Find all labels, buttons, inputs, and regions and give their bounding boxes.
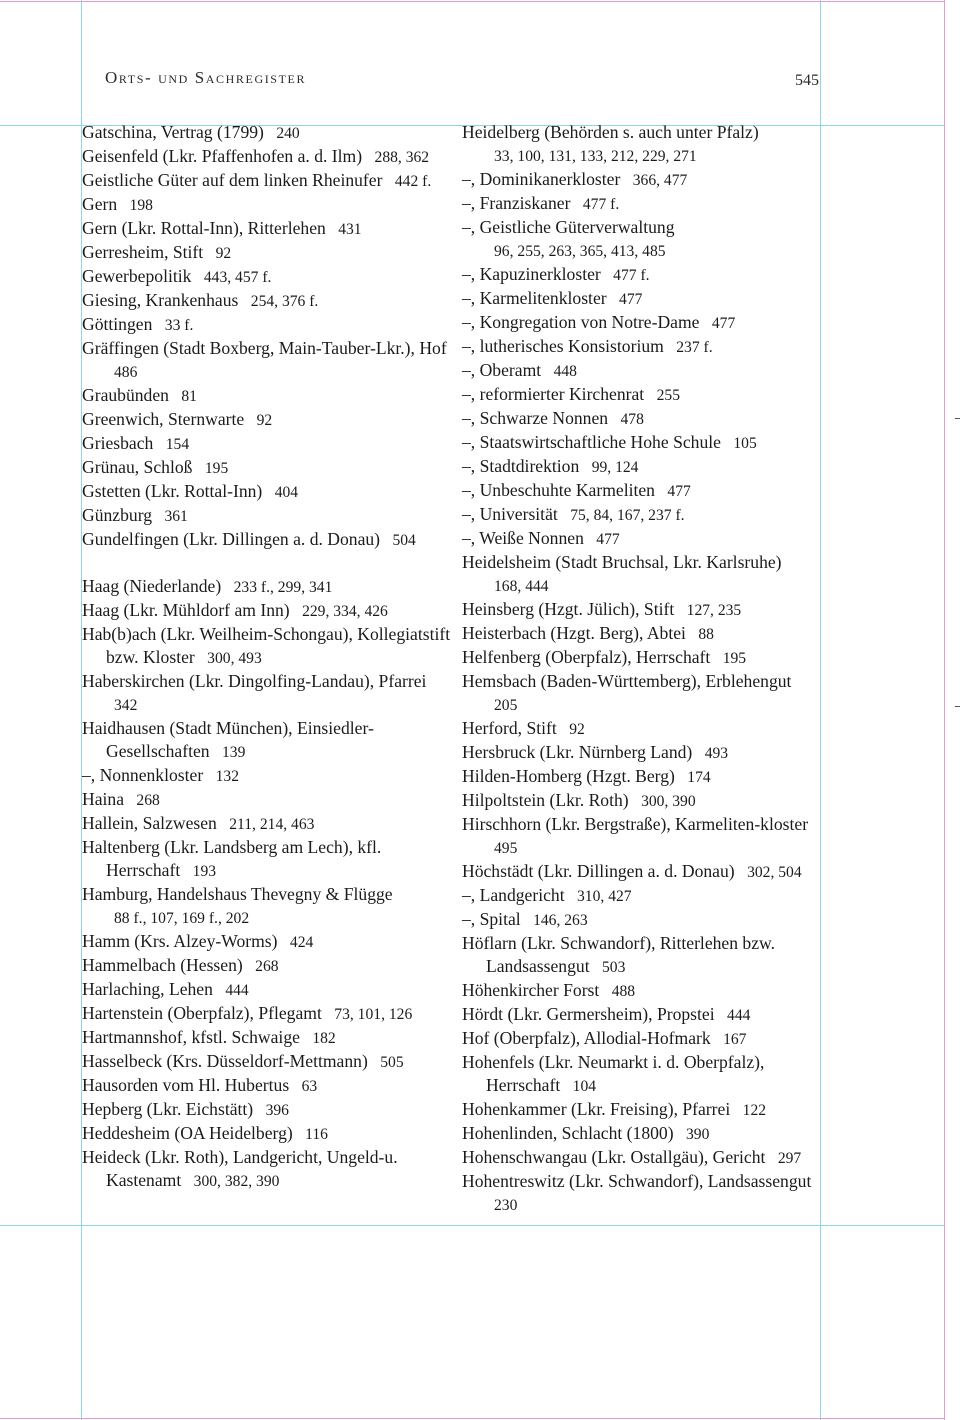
entry-pages: 478 xyxy=(620,411,644,428)
entry-term: Heisterbach (Hzgt. Berg), Abtei xyxy=(462,623,686,643)
index-entry xyxy=(82,456,454,480)
index-entry xyxy=(82,1026,454,1050)
entry-pages: 424 xyxy=(289,934,314,951)
index-entry xyxy=(462,979,824,1003)
guide-trim-edge xyxy=(944,0,945,1420)
entry-pages: 195 xyxy=(722,650,747,667)
index-entry xyxy=(82,289,454,313)
entry-pages: 154 xyxy=(165,436,190,453)
entry-term: Hohenschwangau (Lkr. Ostallgäu), Gericht xyxy=(462,1147,766,1167)
entry-term: Höchstädt (Lkr. Dillingen a. d. Donau) xyxy=(462,861,735,881)
entry-term: –, Franziskaner xyxy=(462,193,571,213)
entry-term: Hirschhorn (Lkr. Bergstraße), Karmeliten-kloster xyxy=(462,814,809,834)
entry-pages: 300, 493 xyxy=(207,650,262,667)
entry-pages: 495 xyxy=(494,840,518,857)
entry-pages: 431 xyxy=(338,221,362,238)
index-entry xyxy=(462,383,824,407)
entry-term: Hasselbeck (Krs. Düsseldorf-Mettmann) xyxy=(82,1051,368,1071)
entry-pages: 211, 214, 463 xyxy=(229,816,315,833)
entry-pages: 122 xyxy=(742,1102,767,1119)
entry-pages: 116 xyxy=(305,1126,328,1143)
entry-term: Grünau, Schloß xyxy=(82,457,193,477)
index-entry xyxy=(462,1003,824,1027)
index-entry xyxy=(82,313,454,337)
entry-term: Hof (Oberpfalz), Allodial-Hofmark xyxy=(462,1028,711,1048)
entry-pages: 167 xyxy=(723,1031,747,1048)
index-entry xyxy=(462,335,824,359)
entry-pages: 268 xyxy=(136,792,160,809)
entry-term: –, Nonnenkloster xyxy=(82,765,204,785)
entry-pages: 229, 334, 426 xyxy=(302,603,388,620)
index-entry xyxy=(462,908,824,932)
index-entry xyxy=(82,788,454,812)
index-entry xyxy=(82,384,454,408)
entry-term: Gundelfingen (Lkr. Dillingen a. d. Donau) xyxy=(82,529,381,549)
guide-page-top xyxy=(0,1,944,2)
entry-pages: 193 xyxy=(192,863,217,880)
index-entry xyxy=(82,812,454,836)
index-entry xyxy=(462,407,824,431)
entry-term: Haltenberg (Lkr. Landsberg am Lech), kfl. Herrschaft xyxy=(82,837,382,880)
entry-term: Gewerbepolitik xyxy=(82,266,192,286)
entry-pages: 33, 100, 131, 133, 212, 229, 271 xyxy=(494,148,697,165)
entry-term: –, lutherisches Konsistorium xyxy=(462,336,664,356)
entry-pages: 92 xyxy=(569,721,585,738)
entry-pages: 139 xyxy=(221,744,246,761)
entry-pages: 237 f. xyxy=(676,339,713,356)
entry-term: Geistliche Güter auf dem linken Rheinufer xyxy=(82,170,383,190)
entry-pages: 104 xyxy=(572,1078,597,1095)
index-entry xyxy=(82,575,454,599)
entry-term: Hamburg, Handelshaus Thevegny & Flügge xyxy=(82,884,393,904)
entry-pages: 88 f., 107, 169 f., 202 xyxy=(114,910,250,927)
index-entry xyxy=(462,311,824,335)
index-entry xyxy=(82,193,454,217)
entry-term: Gern (Lkr. Rottal-Inn), Ritterlehen xyxy=(82,218,326,238)
index-entry xyxy=(82,978,454,1002)
entry-term: Hersbruck (Lkr. Nürnberg Land) xyxy=(462,742,693,762)
index-entry xyxy=(82,954,454,978)
entry-term: Hallein, Salzwesen xyxy=(82,813,217,833)
entry-pages: 443, 457 f. xyxy=(203,269,272,286)
index-entry xyxy=(462,287,824,311)
entry-pages: 444 xyxy=(727,1007,751,1024)
index-entry xyxy=(82,599,454,623)
entry-term: Hohentreswitz (Lkr. Schwandorf), Landsassengut xyxy=(462,1171,812,1191)
index-entry xyxy=(82,670,454,717)
entry-pages: 302, 504 xyxy=(747,864,802,881)
index-entry xyxy=(462,359,824,383)
entry-pages: 198 xyxy=(129,197,153,214)
entry-term: Geisenfeld (Lkr. Pfaffenhofen a. d. Ilm) xyxy=(82,146,363,166)
index-entry xyxy=(82,764,454,788)
index-entry xyxy=(462,455,824,479)
entry-term: –, Spital xyxy=(462,909,521,929)
index-entry xyxy=(462,1122,824,1146)
index-entry xyxy=(462,503,824,527)
entry-pages: 195 xyxy=(204,460,229,477)
entry-term: Hördt (Lkr. Germersheim), Propstei xyxy=(462,1004,715,1024)
entry-pages: 105 xyxy=(733,435,757,452)
entry-term: Hohenfels (Lkr. Neumarkt i. d. Oberpfalz), Herrschaft xyxy=(462,1052,765,1095)
entry-term: Höhenkircher Forst xyxy=(462,980,600,1000)
index-entry xyxy=(82,337,454,384)
entry-term: Heidelsheim (Stadt Bruchsal, Lkr. Karlsruhe) xyxy=(462,552,782,572)
entry-pages: 127, 235 xyxy=(686,602,742,619)
entry-pages: 477 f. xyxy=(613,267,650,284)
entry-term: Gerresheim, Stift xyxy=(82,242,204,262)
entry-pages: 404 xyxy=(274,484,299,501)
entry-pages: 268 xyxy=(255,958,279,975)
entry-term: Höflarn (Lkr. Schwandorf), Ritterlehen bzw. Landsassengut xyxy=(462,933,776,976)
entry-pages: 88 xyxy=(698,626,714,643)
entry-pages: 182 xyxy=(312,1030,336,1047)
index-entry xyxy=(462,216,824,263)
entry-term: –, Kapuzinerkloster xyxy=(462,264,601,284)
index-entry xyxy=(462,622,824,646)
index-entry xyxy=(462,263,824,287)
entry-pages: 240 xyxy=(276,125,300,142)
index-entry xyxy=(462,431,824,455)
index-entry xyxy=(462,765,824,789)
entry-term: –, Kongregation von Notre-Dame xyxy=(462,312,700,332)
entry-pages: 254, 376 f. xyxy=(250,293,319,310)
index-entry xyxy=(82,217,454,241)
index-entry xyxy=(462,813,824,860)
entry-term: Griesbach xyxy=(82,433,154,453)
entry-pages: 99, 124 xyxy=(591,459,639,476)
entry-pages: 477 xyxy=(667,483,691,500)
index-entry xyxy=(82,432,454,456)
index-entry xyxy=(462,1170,824,1217)
entry-pages: 505 xyxy=(380,1054,404,1071)
index-entry xyxy=(462,1098,824,1122)
index-entry xyxy=(82,265,454,289)
index-entry xyxy=(82,121,454,145)
entry-term: –, reformierter Kirchenrat xyxy=(462,384,645,404)
entry-term: Hohenkammer (Lkr. Freising), Pfarrei xyxy=(462,1099,731,1119)
entry-term: –, Schwarze Nonnen xyxy=(462,408,609,428)
entry-term: Haag (Niederlande) xyxy=(82,576,222,596)
index-column-left xyxy=(82,121,454,1193)
index-entry xyxy=(82,1146,454,1193)
entry-term: –, Landgericht xyxy=(462,885,565,905)
entry-pages: 300, 390 xyxy=(641,793,696,810)
index-entry xyxy=(462,1027,824,1051)
entry-term: –, Unbeschuhte Karmeliten xyxy=(462,480,655,500)
index-entry xyxy=(462,741,824,765)
entry-pages: 444 xyxy=(225,982,249,999)
index-entry xyxy=(462,168,824,192)
index-entry xyxy=(82,1074,454,1098)
entry-term: Hohenlinden, Schlacht (1800) xyxy=(462,1123,674,1143)
entry-pages: 477 f. xyxy=(582,196,620,213)
entry-pages: 146, 263 xyxy=(533,912,588,929)
index-entry xyxy=(462,121,824,168)
entry-term: Günzburg xyxy=(82,505,153,525)
entry-pages: 486 xyxy=(114,364,138,381)
entry-term: Gern xyxy=(82,194,118,214)
entry-term: –, Universität xyxy=(462,504,558,524)
index-entry xyxy=(82,241,454,265)
entry-term: –, Karmelitenkloster xyxy=(462,288,607,308)
entry-pages: 448 xyxy=(553,363,577,380)
entry-pages: 205 xyxy=(494,697,518,714)
index-column-right xyxy=(462,121,824,1217)
index-entry xyxy=(82,623,454,670)
index-entry xyxy=(462,860,824,884)
entry-term: –, Staatswirtschaftliche Hohe Schule xyxy=(462,432,721,452)
index-entry xyxy=(82,717,454,764)
entry-pages: 75, 84, 167, 237 f. xyxy=(570,507,685,524)
entry-pages: 366, 477 xyxy=(632,172,688,189)
entry-term: Hammelbach (Hessen) xyxy=(82,955,243,975)
entry-pages: 297 xyxy=(777,1150,802,1167)
entry-term: Helfenberg (Oberpfalz), Herrschaft xyxy=(462,647,711,667)
entry-pages: 477 xyxy=(619,291,643,308)
index-entry xyxy=(462,717,824,741)
entry-term: Gräffingen (Stadt Boxberg, Main-Tauber-Lkr.), Hof xyxy=(82,338,447,358)
entry-term: Hausorden vom Hl. Hubertus xyxy=(82,1075,290,1095)
entry-term: Heinsberg (Hzgt. Jülich), Stift xyxy=(462,599,675,619)
entry-pages: 396 xyxy=(265,1102,289,1119)
entry-term: –, Weiße Nonnen xyxy=(462,528,584,548)
index-entry xyxy=(462,479,824,503)
index-entry xyxy=(462,598,824,622)
index-entry xyxy=(462,1051,824,1098)
entry-term: Harlaching, Lehen xyxy=(82,979,213,999)
index-entry xyxy=(82,1050,454,1074)
entry-term: –, Dominikanerkloster xyxy=(462,169,621,189)
index-entry xyxy=(82,1002,454,1026)
index-entry xyxy=(82,480,454,504)
entry-pages: 230 xyxy=(494,1197,518,1214)
entry-term: Greenwich, Sternwarte xyxy=(82,409,245,429)
entry-term: Hemsbach (Baden-Württemberg), Erblehengut xyxy=(462,671,792,691)
guide-text-bottom xyxy=(0,1225,944,1226)
entry-pages: 493 xyxy=(704,745,729,762)
index-entry xyxy=(82,883,454,930)
entry-term: –, Stadtdirektion xyxy=(462,456,580,476)
entry-pages: 92 xyxy=(256,412,273,429)
entry-pages: 233 f., 299, 341 xyxy=(233,579,333,596)
entry-term: Hamm (Krs. Alzey-Worms) xyxy=(82,931,278,951)
entry-term: Giesing, Krankenhaus xyxy=(82,290,239,310)
entry-pages: 168, 444 xyxy=(494,578,549,595)
index-entry xyxy=(462,932,824,979)
entry-pages: 477 xyxy=(711,315,736,332)
entry-pages: 442 f. xyxy=(394,173,432,190)
entry-pages: 310, 427 xyxy=(577,888,632,905)
entry-pages: 390 xyxy=(685,1126,710,1143)
entry-term: Hartmannshof, kfstl. Schwaige xyxy=(82,1027,300,1047)
crop-mark-2 xyxy=(955,706,960,707)
entry-term: Gstetten (Lkr. Rottal-Inn) xyxy=(82,481,263,501)
page-number: 545 xyxy=(795,72,819,89)
entry-term: –, Geistliche Güterverwaltung xyxy=(462,217,675,237)
entry-pages: 33 f. xyxy=(164,317,194,334)
entry-term: Haidhausen (Stadt München), Einsiedler-Gesellschaften xyxy=(82,718,374,761)
entry-term: Herford, Stift xyxy=(462,718,557,738)
index-entry xyxy=(462,551,824,598)
entry-pages: 96, 255, 263, 365, 413, 485 xyxy=(494,243,666,260)
entry-term: Hepberg (Lkr. Eichstätt) xyxy=(82,1099,254,1119)
running-head: Orts- und Sachregister xyxy=(105,68,307,87)
entry-pages: 361 xyxy=(164,508,188,525)
index-entry xyxy=(82,408,454,432)
entry-pages: 503 xyxy=(602,959,626,976)
entry-term: Graubünden xyxy=(82,385,169,405)
index-entry xyxy=(82,145,454,169)
entry-term: Haag (Lkr. Mühldorf am Inn) xyxy=(82,600,290,620)
entry-pages: 488 xyxy=(611,983,636,1000)
entry-term: Hartenstein (Oberpfalz), Pflegamt xyxy=(82,1003,322,1023)
entry-term: Heddesheim (OA Heidelberg) xyxy=(82,1123,293,1143)
index-entry xyxy=(82,836,454,883)
entry-term: Hilden-Homberg (Hzgt. Berg) xyxy=(462,766,675,786)
entry-pages: 92 xyxy=(215,245,232,262)
entry-term: –, Oberamt xyxy=(462,360,542,380)
entry-pages: 300, 382, 390 xyxy=(193,1173,280,1190)
entry-term: Heideck (Lkr. Roth), Landgericht, Ungeld-u. Kastenamt xyxy=(82,1147,398,1190)
entry-pages: 81 xyxy=(181,388,197,405)
entry-pages: 255 xyxy=(656,387,680,404)
crop-mark-1 xyxy=(955,418,960,419)
entry-term: Hilpoltstein (Lkr. Roth) xyxy=(462,790,629,810)
index-entry xyxy=(82,528,454,552)
index-entry xyxy=(82,1122,454,1146)
index-entry xyxy=(462,789,824,813)
guide-page-bottom xyxy=(0,1418,944,1419)
entry-pages: 288, 362 xyxy=(374,149,430,166)
entry-pages: 174 xyxy=(687,769,711,786)
entry-pages: 342 xyxy=(114,697,138,714)
entry-term: Göttingen xyxy=(82,314,153,334)
index-entry xyxy=(462,1146,824,1170)
index-entry xyxy=(462,884,824,908)
entry-term: Haina xyxy=(82,789,125,809)
entry-pages: 477 xyxy=(596,531,620,548)
index-entry xyxy=(462,646,824,670)
entry-term: Gatschina, Vertrag (1799) xyxy=(82,122,264,142)
entry-pages: 132 xyxy=(215,768,239,785)
index-entry xyxy=(82,930,454,954)
entry-pages: 504 xyxy=(392,532,416,549)
index-entry xyxy=(462,192,824,216)
index-entry xyxy=(82,504,454,528)
index-entry xyxy=(82,1098,454,1122)
index-entry xyxy=(462,670,824,717)
entry-pages: 63 xyxy=(301,1078,318,1095)
entry-term: Hab(b)ach (Lkr. Weilheim-Schongau), Kollegiatstift bzw. Kloster xyxy=(82,624,451,667)
index-entry xyxy=(462,527,824,551)
entry-term: Heidelberg (Behörden s. auch unter Pfalz) xyxy=(462,122,759,142)
entry-pages: 73, 101, 126 xyxy=(334,1006,413,1023)
index-entry xyxy=(82,169,454,193)
entry-term: Haberskirchen (Lkr. Dingolfing-Landau), Pfarrei xyxy=(82,671,427,691)
